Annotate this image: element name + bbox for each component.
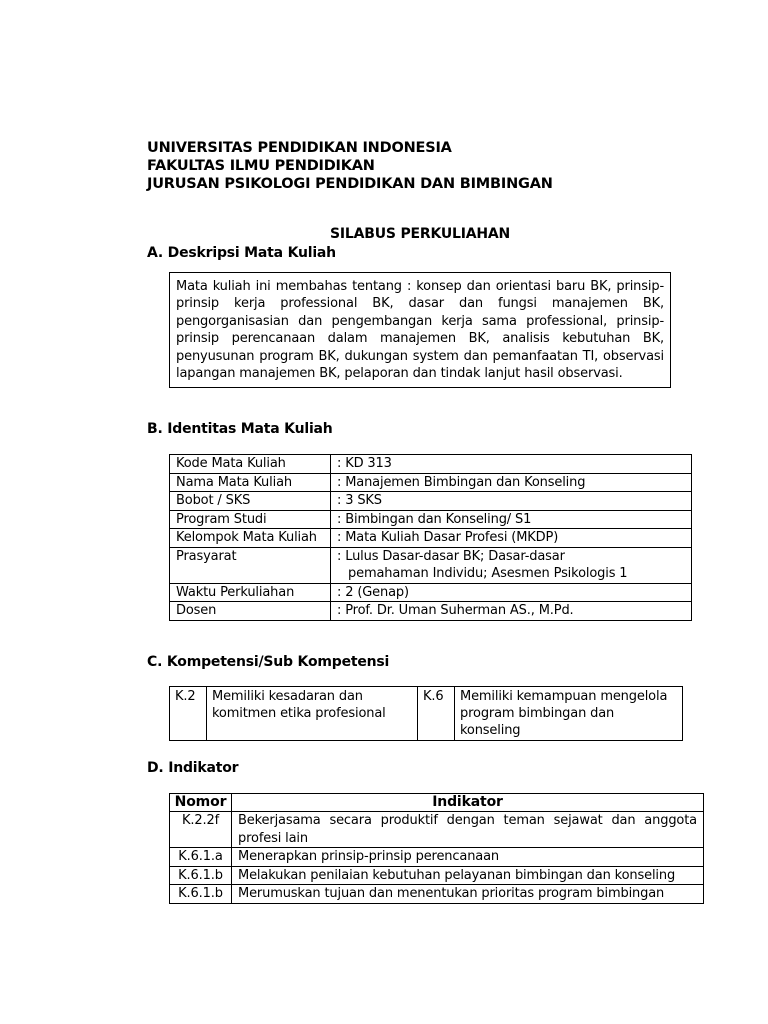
competence-text: Memiliki kemampuan mengelola program bimbingan dan konseling <box>455 687 683 741</box>
university-name: UNIVERSITAS PENDIDIKAN INDONESIA <box>147 140 452 156</box>
table-row <box>170 510 692 529</box>
section-c-heading: C. Kompetensi/Sub Kompetensi <box>147 654 390 670</box>
identity-key: Nama Mata Kuliah <box>170 473 331 492</box>
table-row <box>170 547 692 583</box>
identity-value: : Mata Kuliah Dasar Profesi (MKDP) <box>331 529 692 548</box>
table-row <box>170 602 692 621</box>
identity-value: : Manajemen Bimbingan dan Konseling <box>331 473 692 492</box>
indicator-text: Merumuskan tujuan dan menentukan prioritas program bimbingan <box>232 885 704 904</box>
prerequisite-line-2: pemahaman Individu; Asesmen Psikologis 1 <box>348 566 628 581</box>
identity-value <box>331 547 692 583</box>
identity-value: : KD 313 <box>331 455 692 474</box>
table-row <box>170 687 683 741</box>
identity-key: Prasyarat <box>170 547 331 583</box>
table-row <box>170 492 692 511</box>
identity-key: Program Studi <box>170 510 331 529</box>
competence-text: Memiliki kesadaran dan komitmen etika profesional <box>207 687 418 741</box>
indicator-table <box>169 793 704 904</box>
identity-value: : 2 (Genap) <box>331 583 692 602</box>
competence-code: K.6 <box>418 687 455 741</box>
identity-key: Bobot / SKS <box>170 492 331 511</box>
identity-key: Kelompok Mata Kuliah <box>170 529 331 548</box>
table-row <box>170 583 692 602</box>
indicator-text: Menerapkan prinsip-prinsip perencanaan <box>232 848 704 867</box>
section-a-heading: A. Deskripsi Mata Kuliah <box>147 245 336 261</box>
course-identity-table <box>169 454 692 621</box>
identity-value: : 3 SKS <box>331 492 692 511</box>
indicator-text: Melakukan penilaian kebutuhan pelayanan bimbingan dan konseling <box>232 866 704 885</box>
table-row <box>170 473 692 492</box>
section-d-heading: D. Indikator <box>147 760 239 776</box>
competence-code: K.2 <box>170 687 207 741</box>
table-row <box>170 455 692 474</box>
identity-value: : Prof. Dr. Uman Suherman AS., M.Pd. <box>331 602 692 621</box>
identity-key: Dosen <box>170 602 331 621</box>
section-b-heading: B. Identitas Mata Kuliah <box>147 421 333 437</box>
identity-key: Waktu Perkuliahan <box>170 583 331 602</box>
competence-table <box>169 686 683 741</box>
table-row <box>170 866 704 885</box>
indicator-number: K.6.1.a <box>170 848 232 867</box>
table-header-row <box>170 794 704 812</box>
identity-key: Kode Mata Kuliah <box>170 455 331 474</box>
indicator-text: Bekerjasama secara produktif dengan teman sejawat dan anggota profesi lain <box>232 812 704 848</box>
column-header-indikator: Indikator <box>232 794 704 812</box>
department-name: JURUSAN PSIKOLOGI PENDIDIKAN DAN BIMBINGAN <box>147 176 553 192</box>
course-description: Mata kuliah ini membahas tentang : konsep dan orientasi baru BK, prinsip-prinsip kerja professional BK, dasar dan fungsi manajemen BK, pengorganisasian dan pengembangan kerja sama professional, prinsip-prinsip perencanaan dalam manajemen BK, analisis kebutuhan BK, penyusunan program BK, dukungan system dan pemanfaatan TI, observasi lapangan manajemen BK, pelaporan dan tindak lanjut hasil observasi. <box>169 272 671 388</box>
identity-value: : Bimbingan dan Konseling/ S1 <box>331 510 692 529</box>
column-header-nomor: Nomor <box>170 794 232 812</box>
indicator-number: K.6.1.b <box>170 885 232 904</box>
table-row <box>170 848 704 867</box>
indicator-number: K.6.1.b <box>170 866 232 885</box>
prerequisite-line-1: : Lulus Dasar-dasar BK; Dasar-dasar <box>337 548 565 564</box>
faculty-name: FAKULTAS ILMU PENDIDIKAN <box>147 158 375 174</box>
indicator-number: K.2.2f <box>170 812 232 848</box>
document-title: SILABUS PERKULIAHAN <box>330 226 511 242</box>
table-row <box>170 885 704 904</box>
table-row <box>170 812 704 848</box>
table-row <box>170 529 692 548</box>
